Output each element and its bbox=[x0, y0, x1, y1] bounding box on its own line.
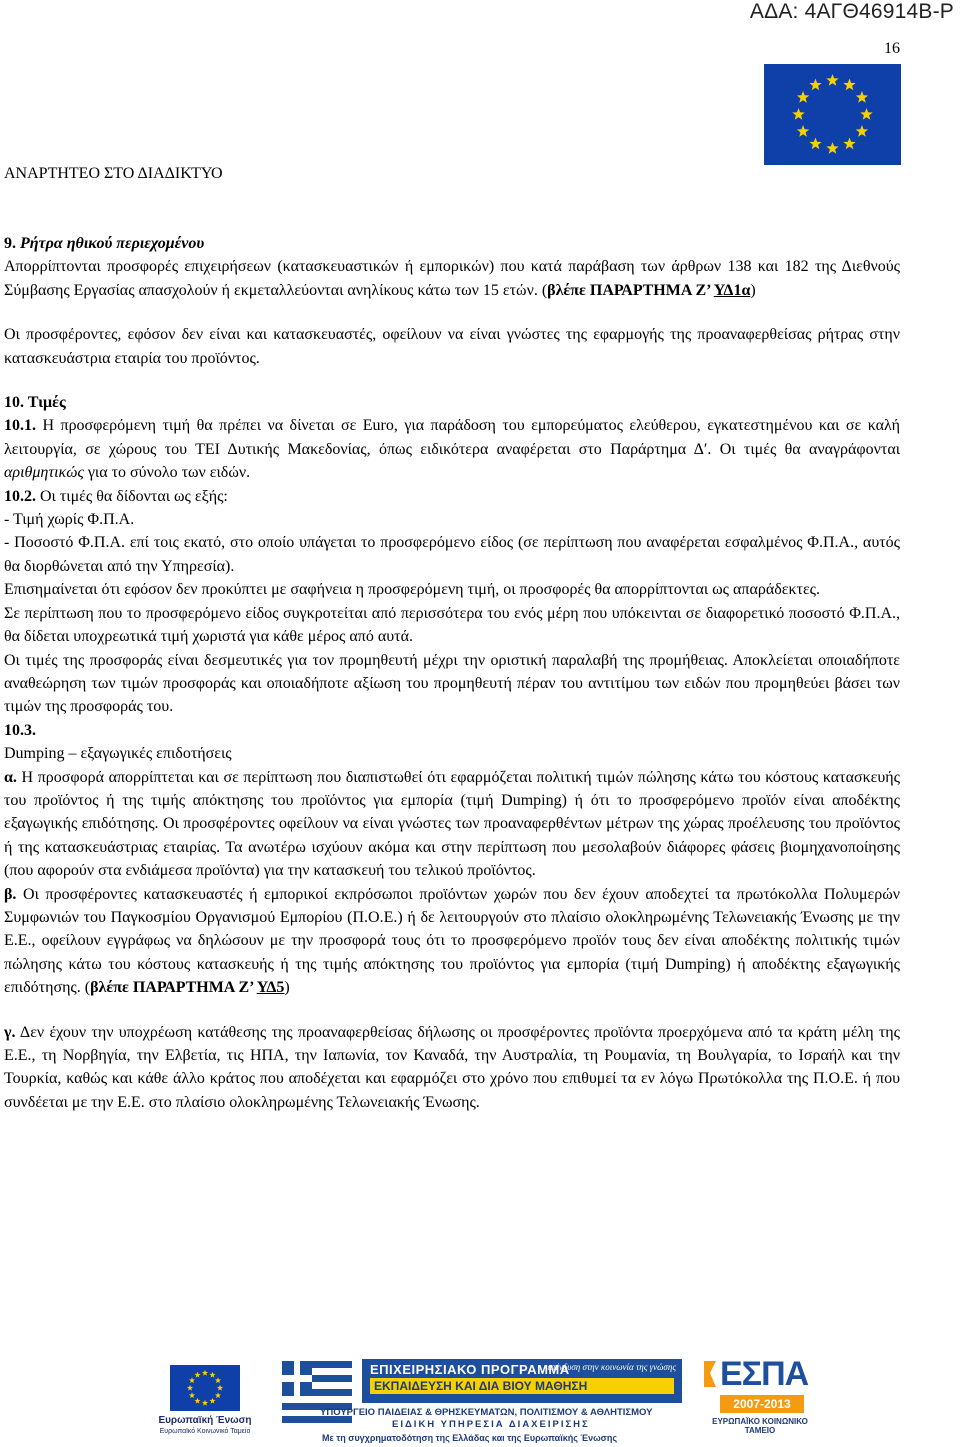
eu-logo bbox=[146, 1365, 264, 1437]
eu-star bbox=[856, 125, 868, 137]
eu-star bbox=[189, 1377, 195, 1383]
list-item-price: - Τιμή χωρίς Φ.Π.Α. bbox=[4, 511, 135, 529]
eu-star bbox=[826, 74, 838, 86]
eu-star bbox=[189, 1392, 195, 1398]
eu-star bbox=[809, 137, 821, 149]
eu-flag-icon bbox=[764, 64, 901, 165]
eu-star bbox=[826, 142, 838, 154]
clause-c: γ. Δεν έχουν την υποχρέωση κατάθεσης της προαναφερθείσας δήλωσης οι προσφέροντες προϊόντα προερχόμενα από τα κράτη μέλη της Ε.Ε., τη Νορβηγία, την Ελβετία, τις ΗΠΑ, την Ιαπωνία, τον Καναδά, την Αυστραλία, τη Ρουμανία, τη Βουλγαρία, το Ισραήλ και την Τουρκία, καθώς και κάθε άλλο κράτος που αποδέχεται και εφαρμόζει στο χρόνο που επιθυμεί τα εν λόγω Πρωτόκολλα της Π.Ο.Ε. ή που συνδέεται με την Ε.Ε. στο πλαίσιο ολοκληρωμένης Τελωνειακής Ένωσης. bbox=[4, 1023, 900, 1111]
section-10-heading: 10. Τιμές bbox=[4, 394, 66, 412]
espa-subtitle: ΕΥΡΩΠΑΪΚΟ ΚΟΙΝΩΝΙΚΟ ΤΑΜΕΙΟ bbox=[712, 1417, 808, 1435]
eu-star bbox=[194, 1398, 200, 1404]
section-9-heading: 9. Ρήτρα ηθικού περιεχομένου bbox=[4, 235, 205, 252]
ada-code: ΑΔΑ: 4ΑΓΘ46914Β-Ρ bbox=[749, 0, 954, 23]
programme-name: ΕΚΠΑΙΔΕΥΣΗ ΚΑΙ ΔΙΑ ΒΙΟΥ ΜΑΘΗΣΗ bbox=[370, 1378, 674, 1394]
espa-years: 2007-2013 bbox=[720, 1395, 804, 1413]
cofunding-note: Με τη συγχρηματοδότηση της Ελλάδας και της Ευρωπαϊκής Ένωσης bbox=[322, 1433, 618, 1443]
eu-star bbox=[792, 108, 804, 120]
eu-star bbox=[856, 91, 868, 103]
espa-title: ΕΣΠΑ bbox=[720, 1355, 809, 1393]
eu-star bbox=[809, 79, 821, 91]
eu-flag-small-icon bbox=[170, 1365, 240, 1411]
eu-star bbox=[202, 1400, 208, 1406]
espa-logo bbox=[702, 1357, 812, 1443]
clause-b: β. Οι προσφέροντες κατασκευαστές ή εμπορικοί εκπρόσωποι προϊόντων χωρών που δεν έχουν αποδεχτεί τα πρωτόκολλα Πολυμερών Συμφωνιών του Παγκοσμίου Οργανισμού Εμπορίου (Π.Ο.Ε.) ή δε λειτουργούν στο πλαίσιο ολοκληρωμένης Τελωνειακής Ένωσης με την Ε.Ε., οφείλουν εγγράφως να δηλώσουν με την προσφορά τους ότι το προσφερόμενο προϊόν τους δεν είναι αποδέκτης πολιτικής τιμών πώλησης κάτω του κόστους κατασκευής ή της τιμής απόκτησης του προϊόντος για εμπορία (τιμή Dumping) ή αποδέκτης εξαγωγικής επιδότησης. (βλέπε ΠΑΡΑΡΤΗΜΑ Ζ’ ΥΔ5) bbox=[4, 885, 900, 997]
espa-mark-icon bbox=[702, 1357, 722, 1393]
paragraph-multi-part: Σε περίπτωση που το προσφερόμενο είδος συγκροτείται από περισσότερα του ενός μέρη που υπόκεινται σε διαφορετικό ποσοστό Φ.Π.Α., θα δίδεται υποχρεωτικά τιμή χωριστά για κάθε μέρος από αυτά. bbox=[4, 604, 900, 646]
eu-name: Ευρωπαϊκή Ένωση bbox=[158, 1415, 252, 1426]
eu-star bbox=[843, 137, 855, 149]
paragraph-clarity: Επισημαίνεται ότι εφόσον δεν προκύπτει με σαφήνεια η προσφερόμενη τιμή, οι προσφορές θα απορρίπτονται ως απαράδεκτες. bbox=[4, 581, 821, 599]
paragraph-binding: Οι τιμές της προσφοράς είναι δεσμευτικές για τον προμηθευτή μέχρι την οριστική παραλαβή της προμήθειας. Αποκλείεται οποιαδήποτε αναθεώρηση των τιμών προσφοράς και οποιαδήποτε αξίωση του προμηθευτή πέραν του αντιτίμου των ειδών που προμηθεύει βάσει των τιμών της προσφοράς του. bbox=[4, 651, 900, 716]
eu-star bbox=[860, 108, 872, 120]
eu-star bbox=[209, 1372, 215, 1378]
section-10-1: 10.1. Η προσφερόμενη τιμή θα πρέπει να δίνεται σε Euro, για παράδοση του εμπορεύματος ελεύθερου, εγκατεστημένου και σε καλή λειτουργία, σε χώρους του ΤΕΙ Δυτικής Μακεδονίας, όπως ειδικότερα αναφέρεται στο Παράρτημα Δ′. Οι τιμές θα αναγράφονται αριθμητικώς για το σύνολο των ειδών. bbox=[4, 417, 900, 482]
operational-programme-logo bbox=[282, 1357, 676, 1443]
ministry-name: ΥΠΟΥΡΓΕΙΟ ΠΑΙΔΕΙΑΣ & ΘΡΗΣΚΕΥΜΑΤΩΝ, ΠΟΛΙΤΙΣΜΟΥ & ΑΘΛΗΤΙΣΜΟΥ bbox=[320, 1407, 653, 1418]
programme-band bbox=[362, 1359, 682, 1403]
eu-star bbox=[215, 1377, 221, 1383]
dumping-heading: Dumping – εξαγωγικές επιδοτήσεις bbox=[4, 745, 232, 763]
clause-a: α. Η προσφορά απορρίπτεται και σε περίπτωση που διαπιστωθεί ότι εφαρμόζεται πολιτική τιμών πώλησης κάτω του κόστους κατασκευής του προϊόντος ή της τιμής απόκτησης του προϊόντος για εμπορία (τιμή Dumping) ή ότι το προσφερόμενο προϊόν είναι αποδέκτης εξαγωγικής επιδότησης. Οι προσφέροντες οφείλουν να είναι γνώστες των προαναφερθέντων μέτρων της χώρας προέλευσης του προϊόντος ή της κατασκευάστριας εταιρίας. Τα ανωτέρω ισχύουν ακόμα και στην περίπτωση που μεσολαβούν διάφορες φάσεις βιομηχανοποίησης (που αφορούν στα ενδιάμεσα προϊόντα) για την κατασκευή του τελικού προϊόντος. bbox=[4, 768, 900, 880]
page-number: 16 bbox=[884, 40, 900, 57]
section-9-paragraph-1: Απορρίπτονται προσφορές επιχειρήσεων (κατασκευαστικών ή εμπορικών) που κατά παράβαση των άρθρων 138 και 182 της Διεθνούς Σύμβασης Εργασίας απασχολούν ή εκμεταλλεύονται ανηλίκους κάτω των 15 ετών. (βλέπε ΠΑΡΑΡΤΗΜΑ Ζ’ ΥΔ1α) bbox=[4, 258, 900, 299]
section-9-paragraph-2: Οι προσφέροντες, εφόσον δεν είναι και κατασκευαστές, οφείλουν να είναι γνώστες της εφαρμογής της προαναφερθείσας ρήτρας στην κατασκευάστρια εταιρία του προϊόντος. bbox=[4, 326, 900, 367]
posting-label: ΑΝΑΡΤΗΤΕΟ ΣΤΟ ΔΙΑΔΙΚΤΥΟ bbox=[4, 165, 223, 182]
footer-logos bbox=[0, 1353, 960, 1447]
section-10-2: 10.2. Οι τιμές θα δίδονται ως εξής: bbox=[4, 487, 228, 505]
programme-slogan: επένδυση στην κοινωνία της γνώσης bbox=[547, 1362, 676, 1372]
eu-star bbox=[797, 91, 809, 103]
eu-fund: Ευρωπαϊκό Κοινωνικό Ταμείο bbox=[159, 1428, 251, 1435]
eu-star bbox=[202, 1370, 208, 1376]
eu-star bbox=[215, 1392, 221, 1398]
list-item-vat: - Ποσοστό Φ.Π.Α. επί τοις εκατό, στο οποίο υπάγεται το προσφερόμενο είδος (σε περίπτωση που αναφέρεται εσφαλμένος Φ.Π.Α., αυτός θα διορθώνεται από την Υπηρεσία). bbox=[4, 534, 900, 575]
eu-star bbox=[797, 125, 809, 137]
eu-star bbox=[843, 79, 855, 91]
service-name: ΕΙΔΙΚΗ ΥΠΗΡΕΣΙΑ ΔΙΑΧΕΙΡΙΣΗΣ bbox=[392, 1419, 590, 1430]
programme-title: ΕΠΙΧΕΙΡΗΣΙΑΚΟ ΠΡΟΓΡΑΜΜΑ bbox=[370, 1362, 570, 1377]
eu-star bbox=[187, 1385, 193, 1391]
eu-star bbox=[194, 1372, 200, 1378]
document-body bbox=[4, 232, 900, 1114]
section-10-3: 10.3. bbox=[4, 721, 36, 739]
eu-star bbox=[209, 1398, 215, 1404]
eu-star bbox=[217, 1385, 223, 1391]
